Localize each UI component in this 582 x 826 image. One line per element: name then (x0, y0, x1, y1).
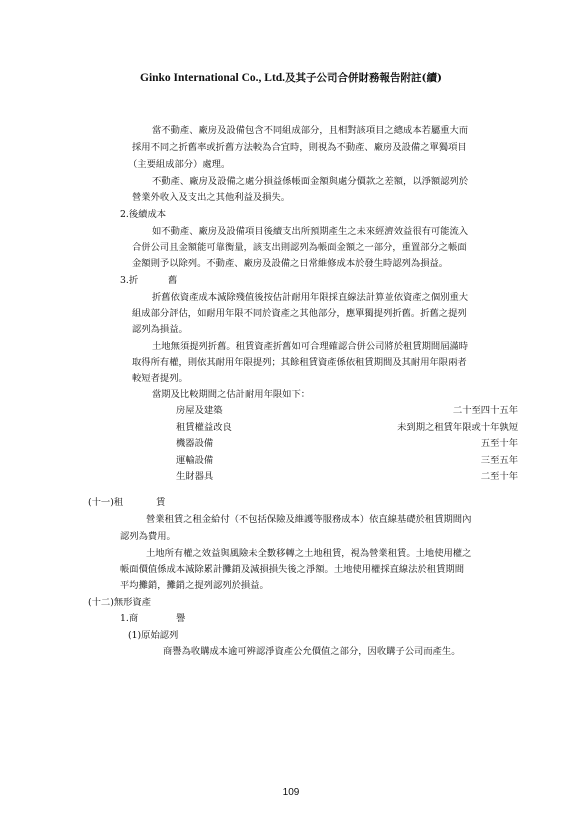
page-title-en: Ginko International Co., Ltd. (140, 72, 286, 84)
section-heading-word: 賃 (156, 497, 166, 508)
useful-life-item: 生財器具 (176, 471, 214, 482)
paragraph-line: 當不動產、廠房及設備包含不同組成部分，且相對該項目之總成本若屬重大而 (152, 125, 469, 136)
paragraph-line: 商譽為收購成本逾可辨認淨資產公允價值之部分，因收購子公司而產生。 (163, 646, 461, 657)
useful-life-years: 三至五年 (480, 455, 518, 466)
subsection-heading-word: 譽 (176, 613, 186, 624)
paragraph-line: 當期及比較期間之估計耐用年限如下： (152, 389, 311, 400)
paragraph-line: 合併公司且金額能可靠衡量，該支出則認列為帳面金額之一部分，重置部分之帳面 (132, 242, 467, 253)
paragraph-line: 土地無須提列折舊。租賃資產折舊如可合理確認合併公司將於租賃期間屆滿時 (152, 341, 469, 352)
useful-life-years: 二十至四十五年 (452, 405, 518, 416)
paragraph-line: （主要組成部分）處理。 (128, 159, 231, 170)
paragraph-line: 營業外收入及支出之其他利益及損失。 (132, 192, 291, 203)
useful-life-years: 五至十年 (480, 438, 518, 449)
page-title-zh: 及其子公司合併財務報告附註(續) (285, 72, 442, 84)
useful-life-item: 房屋及建築 (176, 405, 223, 416)
sub-subsection-heading: (1)原始認列 (128, 630, 179, 641)
section-heading-number: 3.折 (120, 275, 139, 286)
paragraph-line: 認列為費用。 (120, 531, 176, 542)
useful-life-item: 租賃權益改良 (176, 422, 232, 433)
page-number: 109 (282, 787, 300, 798)
paragraph-line: 如不動產、廠房及設備項目後續支出所預期產生之未來經濟效益很有可能流入 (152, 226, 469, 237)
section-heading: (十二)無形資產 (88, 597, 152, 608)
section-heading: 2.後續成本 (120, 209, 167, 220)
section-heading-word: 舊 (168, 275, 178, 286)
useful-life-item: 機器設備 (176, 438, 214, 449)
paragraph-line: 折舊依資產成本減除殘值後按估計耐用年限採直線法計算並依資產之個別重大 (152, 292, 469, 303)
paragraph-line: 金額則予以除列。不動產、廠房及設備之日常維修成本於發生時認列為損益。 (132, 258, 449, 269)
paragraph-line: 取得所有權，則依其耐用年限提列；其餘租賃資產係依租賃期間及其耐用年限兩者 (132, 357, 467, 368)
paragraph-line: 營業租賃之租金給付（不包括保險及維護等服務成本）依直線基礎於租賃期間內 (146, 514, 472, 525)
page-title (0, 70, 582, 85)
useful-life-item: 運輸設備 (176, 455, 214, 466)
paragraph-line: 較短者提列。 (132, 373, 188, 384)
paragraph-line: 組成部分評估，如耐用年限不同於資產之其他部分，應單獨提列折舊。折舊之提列 (132, 308, 467, 319)
paragraph-line: 認列為損益。 (132, 324, 188, 335)
paragraph-line: 平均攤銷，攤銷之提列認列於損益。 (120, 580, 269, 591)
subsection-heading-number: 1.商 (120, 613, 139, 624)
paragraph-line: 採用不同之折舊率或折舊方法較為合宜時，則視為不動產、廠房及設備之單獨項目 (132, 142, 467, 153)
paragraph-line: 不動產、廠房及設備之處分損益係帳面金額與處分價款之差額，以淨額認列於 (152, 176, 469, 187)
section-heading-number: (十一)租 (88, 497, 124, 508)
useful-life-years: 二至十年 (480, 471, 518, 482)
paragraph-line: 土地所有權之效益與風險未全數移轉之土地租賃，視為營業租賃。土地使用權之 (146, 548, 472, 559)
useful-life-years: 未到期之租賃年限或十年孰短 (397, 422, 518, 433)
paragraph-line: 帳面價值係成本減除累計攤銷及減損損失後之淨額。土地使用權採直線法於租賃期間 (120, 564, 464, 575)
